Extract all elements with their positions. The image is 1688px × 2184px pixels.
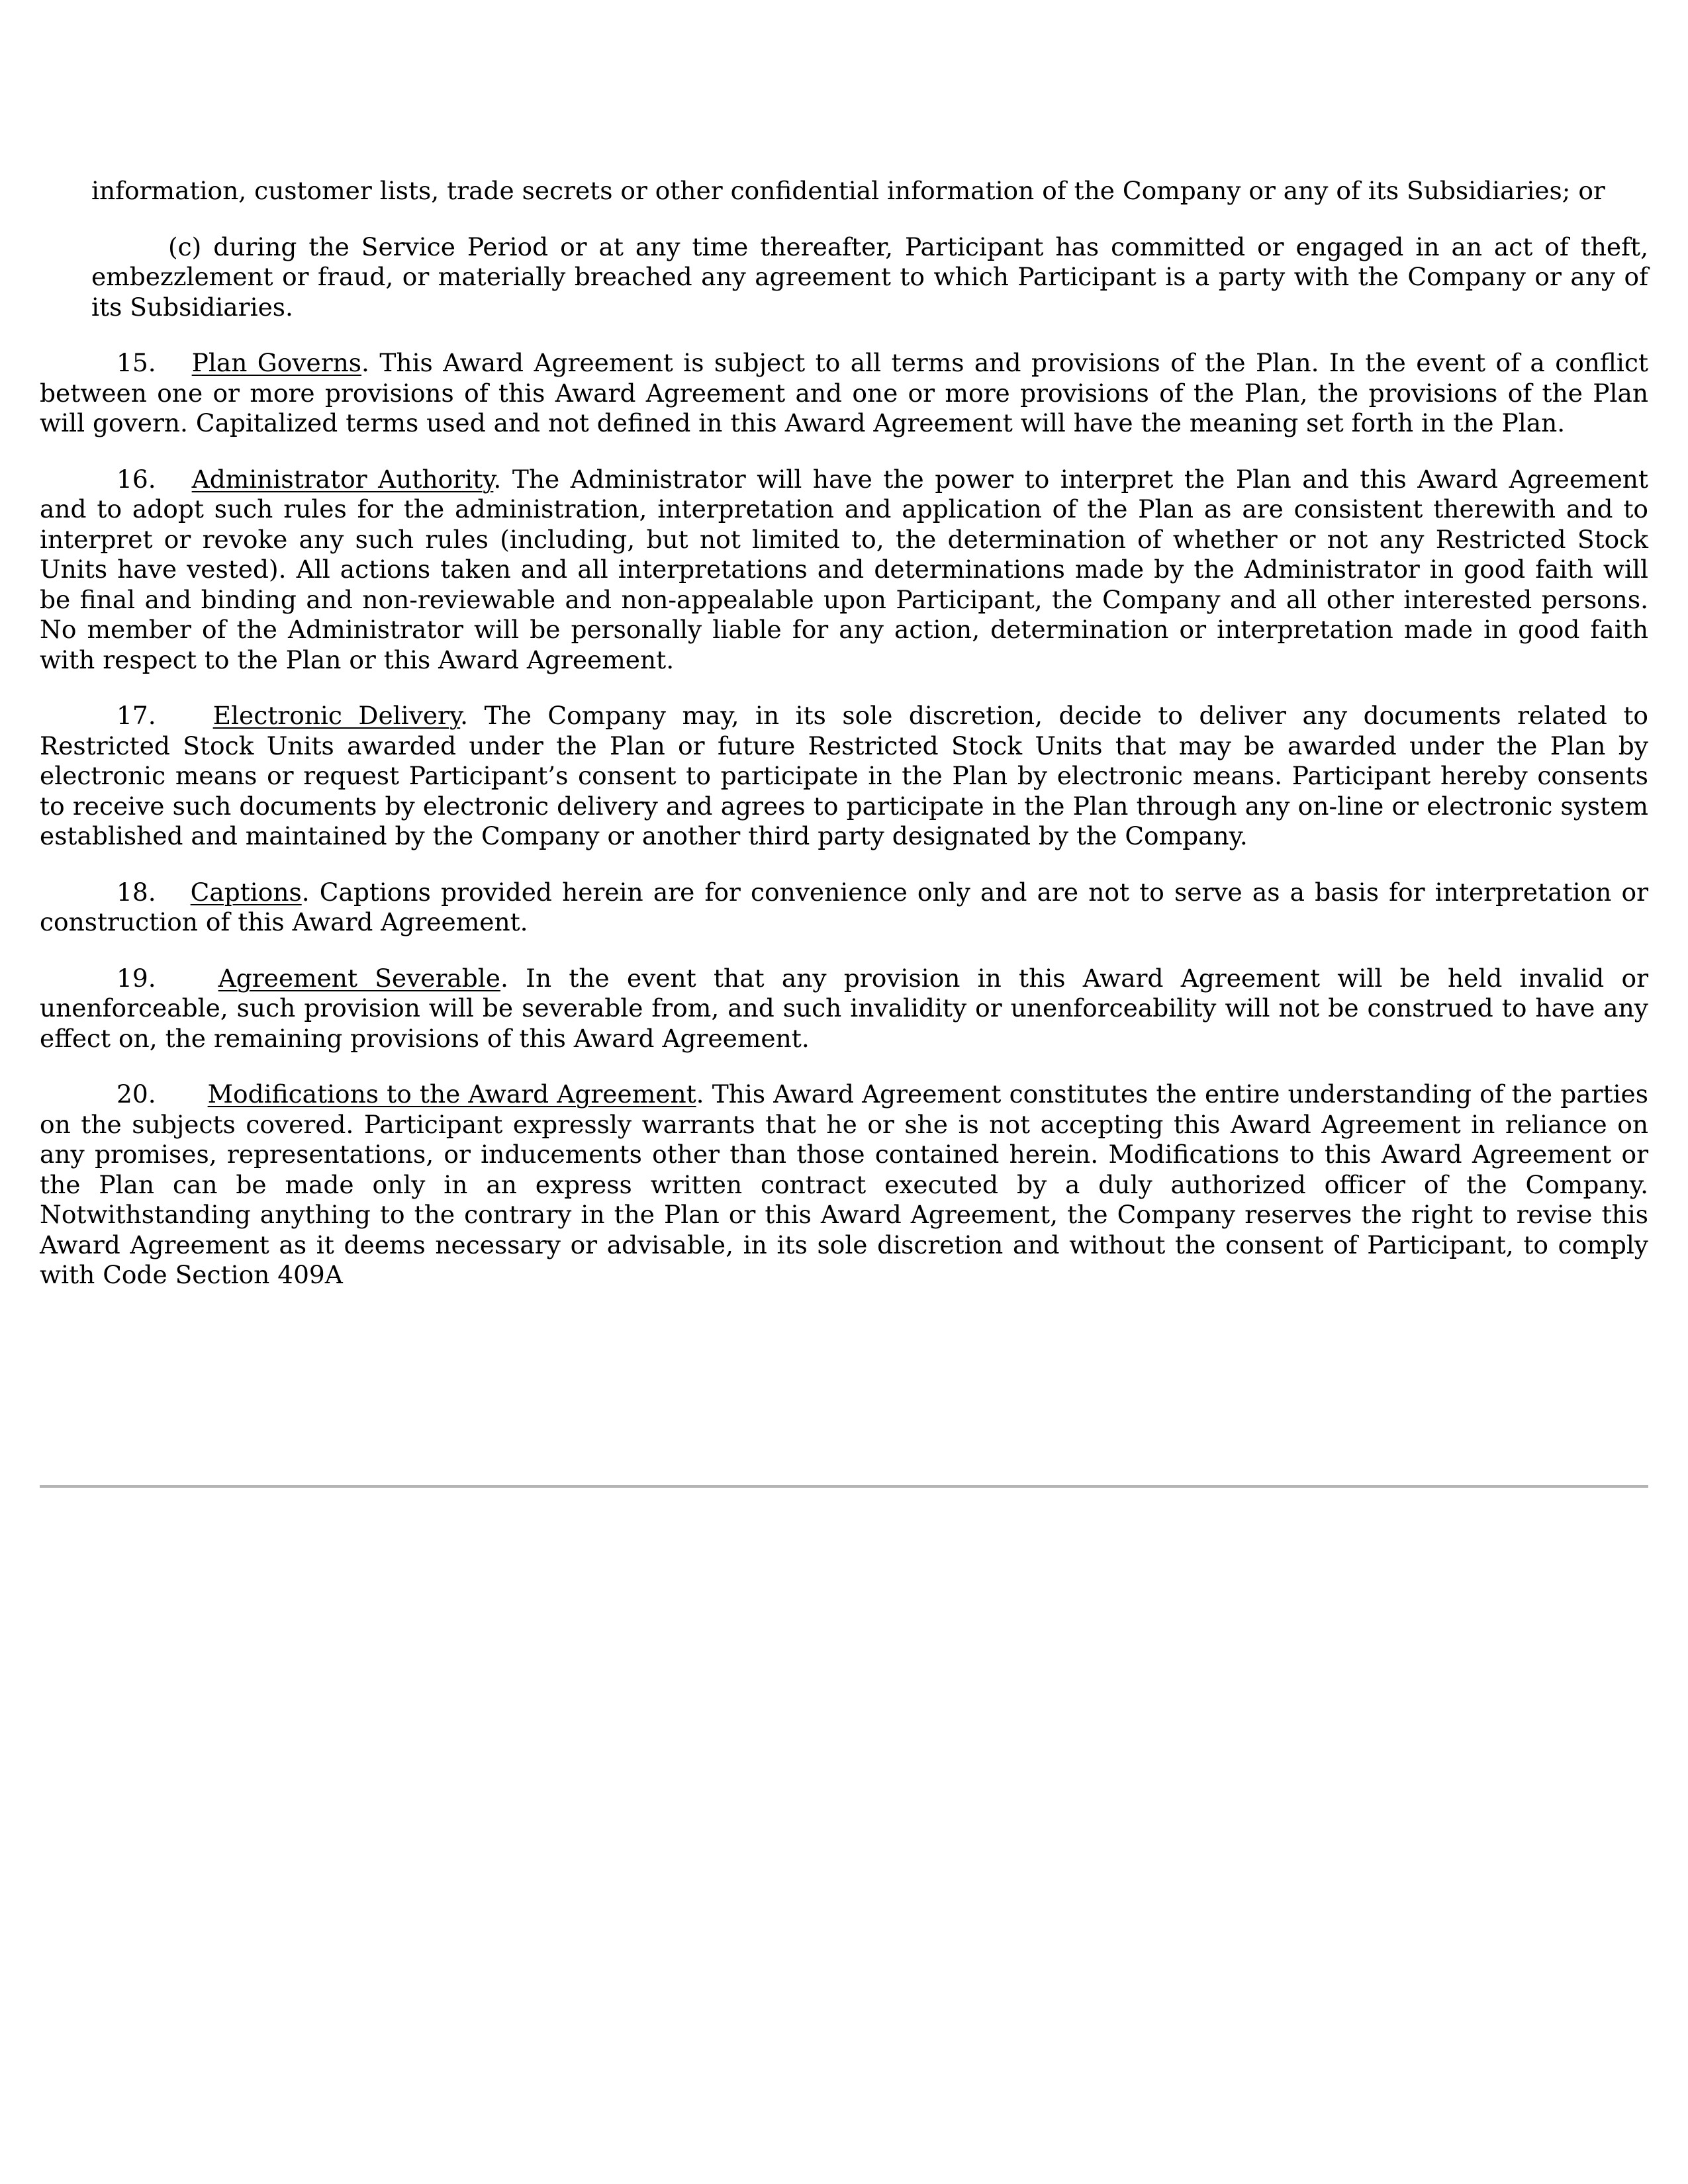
section-19 xyxy=(40,964,1648,1054)
section-text: . This Award Agreement constitutes the entire understanding of the parties on the subjects covered. Participant expressly warrants that he or she is not accepting this Award Agreement in reliance on any promises, representations, or inducements other than those contained herein. Modifications to this Award Agreement or the Plan can be made only in an express written contract executed by a duly authorized officer of the Company. Notwithstanding anything to the contrary in the Plan or this Award Agreement, the Company reserves the right to revise this Award Agreement as it deems necessary or advisable, in its sole discretion and without the consent of Participant, to comply with Code Section 409A xyxy=(40,1079,1648,1289)
section-20 xyxy=(40,1079,1648,1291)
section-number: 18. xyxy=(117,877,156,907)
section-number: 16. xyxy=(117,464,156,494)
section-heading: Modifications to the Award Agreement xyxy=(207,1079,696,1109)
document-page xyxy=(40,176,1648,1316)
section-text: . The Administrator will have the power to interpret the Plan and this Award Agreement and to adopt such rules for the administration, interpretation and application of the Plan as are consistent therewith and to interpret or revoke any such rules (including, but not limited to, the determination of whether or not any Restricted Stock Units have vested). All actions taken and all interpretations and determinations made by the Administrator in good faith will be final and binding and non-reviewable and non-appealable upon Participant, the Company and all other interested persons. No member of the Administrator will be personally liable for any action, determination or interpretation made in good faith with respect to the Plan or this Award Agreement. xyxy=(40,464,1648,674)
page-divider xyxy=(40,1485,1648,1488)
section-number: 19. xyxy=(117,963,156,993)
section-heading: Agreement Severable xyxy=(218,963,500,993)
section-heading: Plan Governs xyxy=(191,348,362,377)
section-heading: Electronic Delivery xyxy=(212,701,461,730)
section-heading: Administrator Authority xyxy=(191,464,494,494)
section-text: . The Company may, in its sole discretion, decide to deliver any documents related to Restricted Stock Units awarded under the Plan or future Restricted Stock Units that may be awarded under the Plan by electronic means or request Participant’s consent to participate in the Plan by electronic means. Participant hereby consents to receive such documents by electronic delivery and agrees to participate in the Plan through any on-line or electronic system established and maintained by the Company or another third party designated by the Company. xyxy=(40,701,1648,850)
section-number: 17. xyxy=(117,701,156,730)
section-16 xyxy=(40,465,1648,676)
paragraph-c-text: (c) during the Service Period or at any time thereafter, Participant has committed or engaged in an act of theft, embezzlement or fraud, or materially breached any agreement to which Participant is a party with the Company or any of its Subsidiaries. xyxy=(91,232,1648,322)
section-number: 20. xyxy=(117,1079,156,1109)
section-text: . This Award Agreement is subject to all terms and provisions of the Plan. In the event of a conflict between one or more provisions of this Award Agreement and one or more provisions of the Plan, the provisions of the Plan will govern. Capitalized terms used and not defined in this Award Agreement will have the meaning set forth in the Plan. xyxy=(40,348,1648,437)
paragraph-b-continuation: information, customer lists, trade secrets or other confidential information of the Company or any of its Subsidiaries; or xyxy=(91,176,1605,205)
section-heading: Captions xyxy=(190,877,302,907)
paragraph-c xyxy=(91,232,1648,323)
section-text: . In the event that any provision in this Award Agreement will be held invalid or unenforceable, such provision will be severable from, and such invalidity or unenforceability will not be construed to have any effect on, the remaining provisions of this Award Agreement. xyxy=(40,963,1649,1053)
section-17 xyxy=(40,701,1648,852)
section-number: 15. xyxy=(117,348,156,377)
section-15 xyxy=(40,348,1648,439)
section-text: . Captions provided herein are for convenience only and are not to serve as a basis for interpretation or construction of this Award Agreement. xyxy=(40,877,1648,936)
section-18 xyxy=(40,878,1648,938)
